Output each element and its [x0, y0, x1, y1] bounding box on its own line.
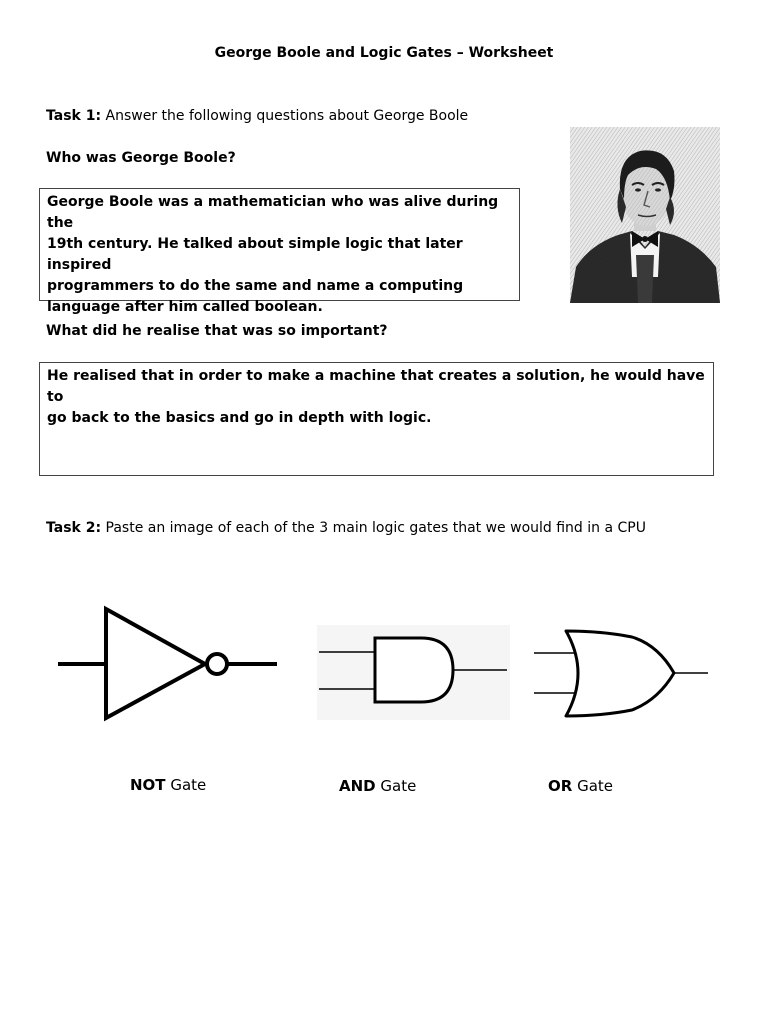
portrait-engraving-icon — [570, 127, 720, 303]
question-1: Who was George Boole? — [46, 150, 236, 166]
task-2-label: Task 2: — [46, 520, 102, 536]
gate-name: OR — [548, 777, 573, 795]
gate-suffix: Gate — [165, 776, 207, 794]
answer-2-line: He realised that in order to make a machine that creates a solution, he would have to — [47, 368, 705, 405]
not-gate-icon — [55, 600, 280, 725]
answer-box-1[interactable] — [39, 188, 520, 315]
task-1-heading — [46, 108, 468, 124]
task-1-label: Task 1: — [46, 108, 102, 124]
and-gate-label — [339, 777, 416, 795]
task-2-text: Paste an image of each of the 3 main logic gates that we would find in a CPU — [105, 520, 646, 536]
george-boole-portrait — [570, 127, 720, 303]
gate-name: AND — [339, 777, 376, 795]
answer-1-line: programmers to do the same and name a computing — [47, 278, 464, 294]
answer-1-line: language after him called boolean. — [47, 299, 323, 315]
answer-2-line: go back to the basics and go in depth with logic. — [47, 410, 432, 426]
worksheet-title: George Boole and Logic Gates – Worksheet — [214, 45, 554, 61]
gate-name: NOT — [130, 776, 166, 794]
or-gate-label — [548, 777, 613, 795]
question-2: What did he realise that was so important? — [46, 323, 388, 339]
gate-suffix: Gate — [572, 777, 614, 795]
answer-1-line: George Boole was a mathematician who was alive during the — [47, 194, 499, 231]
answer-1-line: 19th century. He talked about simple logic that later inspired — [47, 236, 463, 273]
gate-suffix: Gate — [375, 777, 417, 795]
or-gate-icon — [532, 625, 710, 720]
answer-box-2[interactable] — [39, 362, 714, 476]
not-gate-label — [130, 776, 206, 794]
task-2-heading — [46, 520, 646, 536]
and-gate-icon — [317, 625, 510, 720]
task-1-text: Answer the following questions about George Boole — [105, 108, 469, 124]
